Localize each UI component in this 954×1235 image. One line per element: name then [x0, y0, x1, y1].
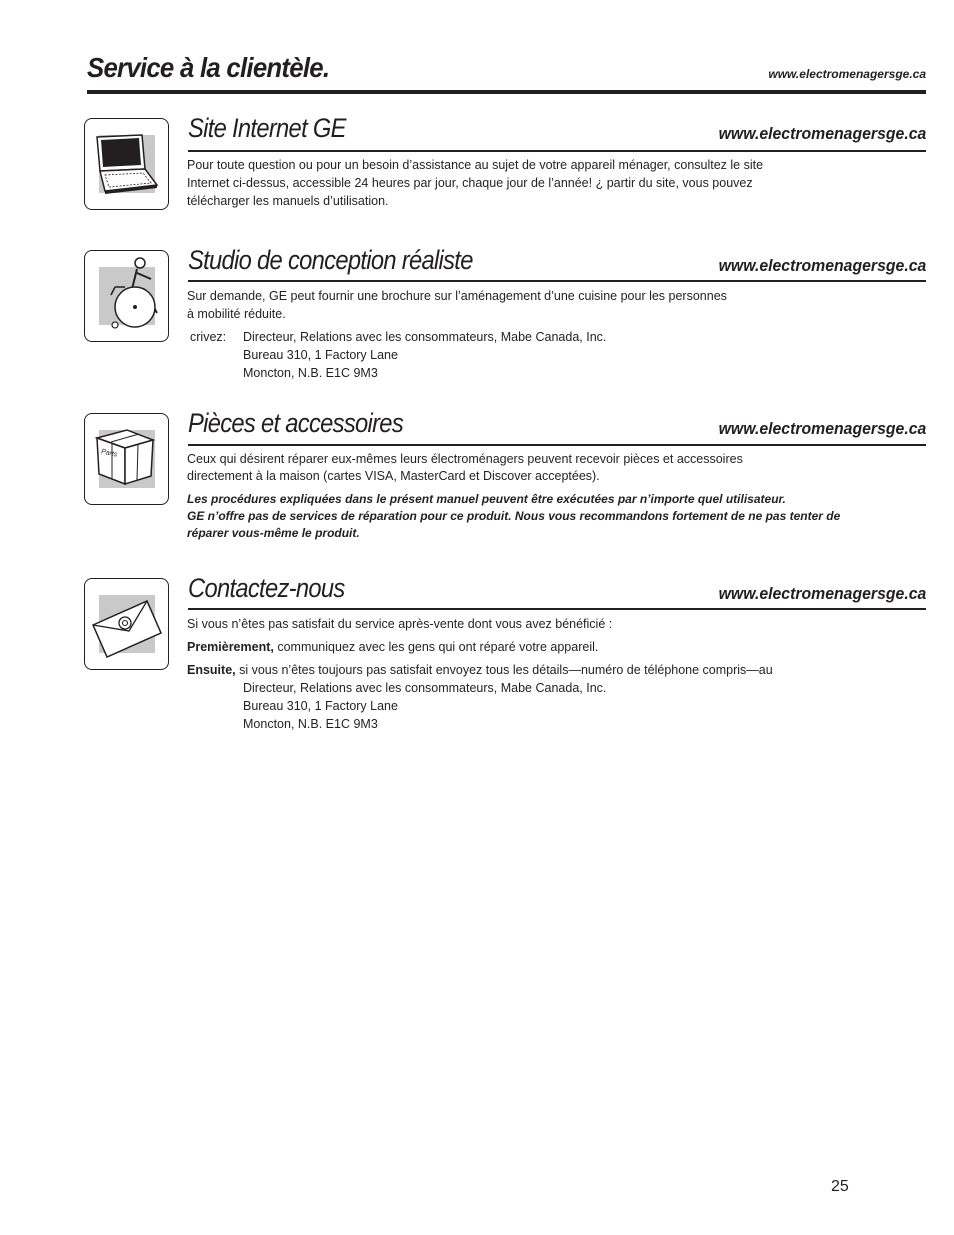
section-title: Studio de conception réaliste: [188, 245, 473, 275]
address-line: Bureau 310, 1 Factory Lane: [243, 348, 398, 362]
parts-label: Parts: [100, 448, 118, 459]
intro-line: Si vous n’êtes pas satisfait du service après-vente dont vous avez bénéficié :: [187, 617, 613, 631]
notice-line: Les procédures expliquées dans le présent manuel peuvent être exécutées par n’importe quel utilisateur.: [187, 492, 786, 506]
section-rule: [188, 608, 926, 610]
section-title: Contactez-nous: [188, 573, 345, 603]
section-rule: [188, 280, 926, 282]
section-rule: [188, 444, 926, 446]
body-line: télécharger les manuels d’utilisation.: [187, 194, 389, 208]
first-bold: Premièrement,: [187, 640, 274, 654]
section-title: Site Internet GE: [188, 113, 346, 143]
page-number: 25: [831, 1178, 849, 1195]
parts-box-icon: [84, 413, 169, 505]
body-line: Pour toute question ou pour un besoin d’assistance au sujet de votre appareil ménager, consultez le site: [187, 158, 764, 172]
address-label: crivez:: [190, 330, 227, 344]
section-url[interactable]: www.electromenagersge.ca: [718, 256, 926, 275]
body-line: directement à la maison (cartes VISA, MasterCard et Discover acceptées).: [187, 469, 600, 483]
section-rule: [188, 150, 926, 152]
notice-line: GE n’offre pas de services de réparation pour ce produit. Nous vous recommandons fortement de ne pas tenter de: [187, 509, 841, 523]
section-title: Pièces et accessoires: [188, 408, 404, 438]
body-line: Internet ci-dessus, accessible 24 heures par jour, chaque jour de l’année! ¿ partir du site, vous pouvez: [187, 176, 753, 190]
then-bold: Ensuite,: [187, 663, 236, 677]
address-line: Moncton, N.B. E1C 9M3: [243, 366, 378, 380]
page-title: Service à la clientèle.: [87, 52, 330, 83]
email-envelope-icon: [84, 578, 169, 670]
address-line: Directeur, Relations avec les consommateurs, Mabe Canada, Inc.: [243, 330, 607, 344]
section-url[interactable]: www.electromenagersge.ca: [718, 124, 926, 143]
body-line: Sur demande, GE peut fournir une brochure sur l’aménagement d’une cuisine pour les personnes: [187, 289, 727, 303]
address-line: Directeur, Relations avec les consommateurs, Mabe Canada, Inc.: [243, 681, 607, 695]
address-line: Moncton, N.B. E1C 9M3: [243, 717, 378, 731]
header-rule: [87, 90, 926, 94]
section-url[interactable]: www.electromenagersge.ca: [718, 419, 926, 438]
first-text: communiquez avec les gens qui ont réparé votre appareil.: [273, 640, 599, 654]
notice-line: réparer vous-même le produit.: [187, 526, 360, 540]
address-line: Bureau 310, 1 Factory Lane: [243, 699, 398, 713]
body-line: Ceux qui désirent réparer eux-mêmes leurs électroménagers peuvent recevoir pièces et accessoires: [187, 452, 743, 466]
then-text: si vous n’êtes toujours pas satisfait envoyez tous les détails—numéro de téléphone compris—au: [235, 663, 773, 677]
laptop-icon: [84, 118, 169, 210]
section-url[interactable]: www.electromenagersge.ca: [718, 584, 926, 603]
wheelchair-icon: [84, 250, 169, 342]
body-line: à mobilité réduite.: [187, 307, 286, 321]
header-url[interactable]: www.electromenagersge.ca: [768, 67, 926, 81]
